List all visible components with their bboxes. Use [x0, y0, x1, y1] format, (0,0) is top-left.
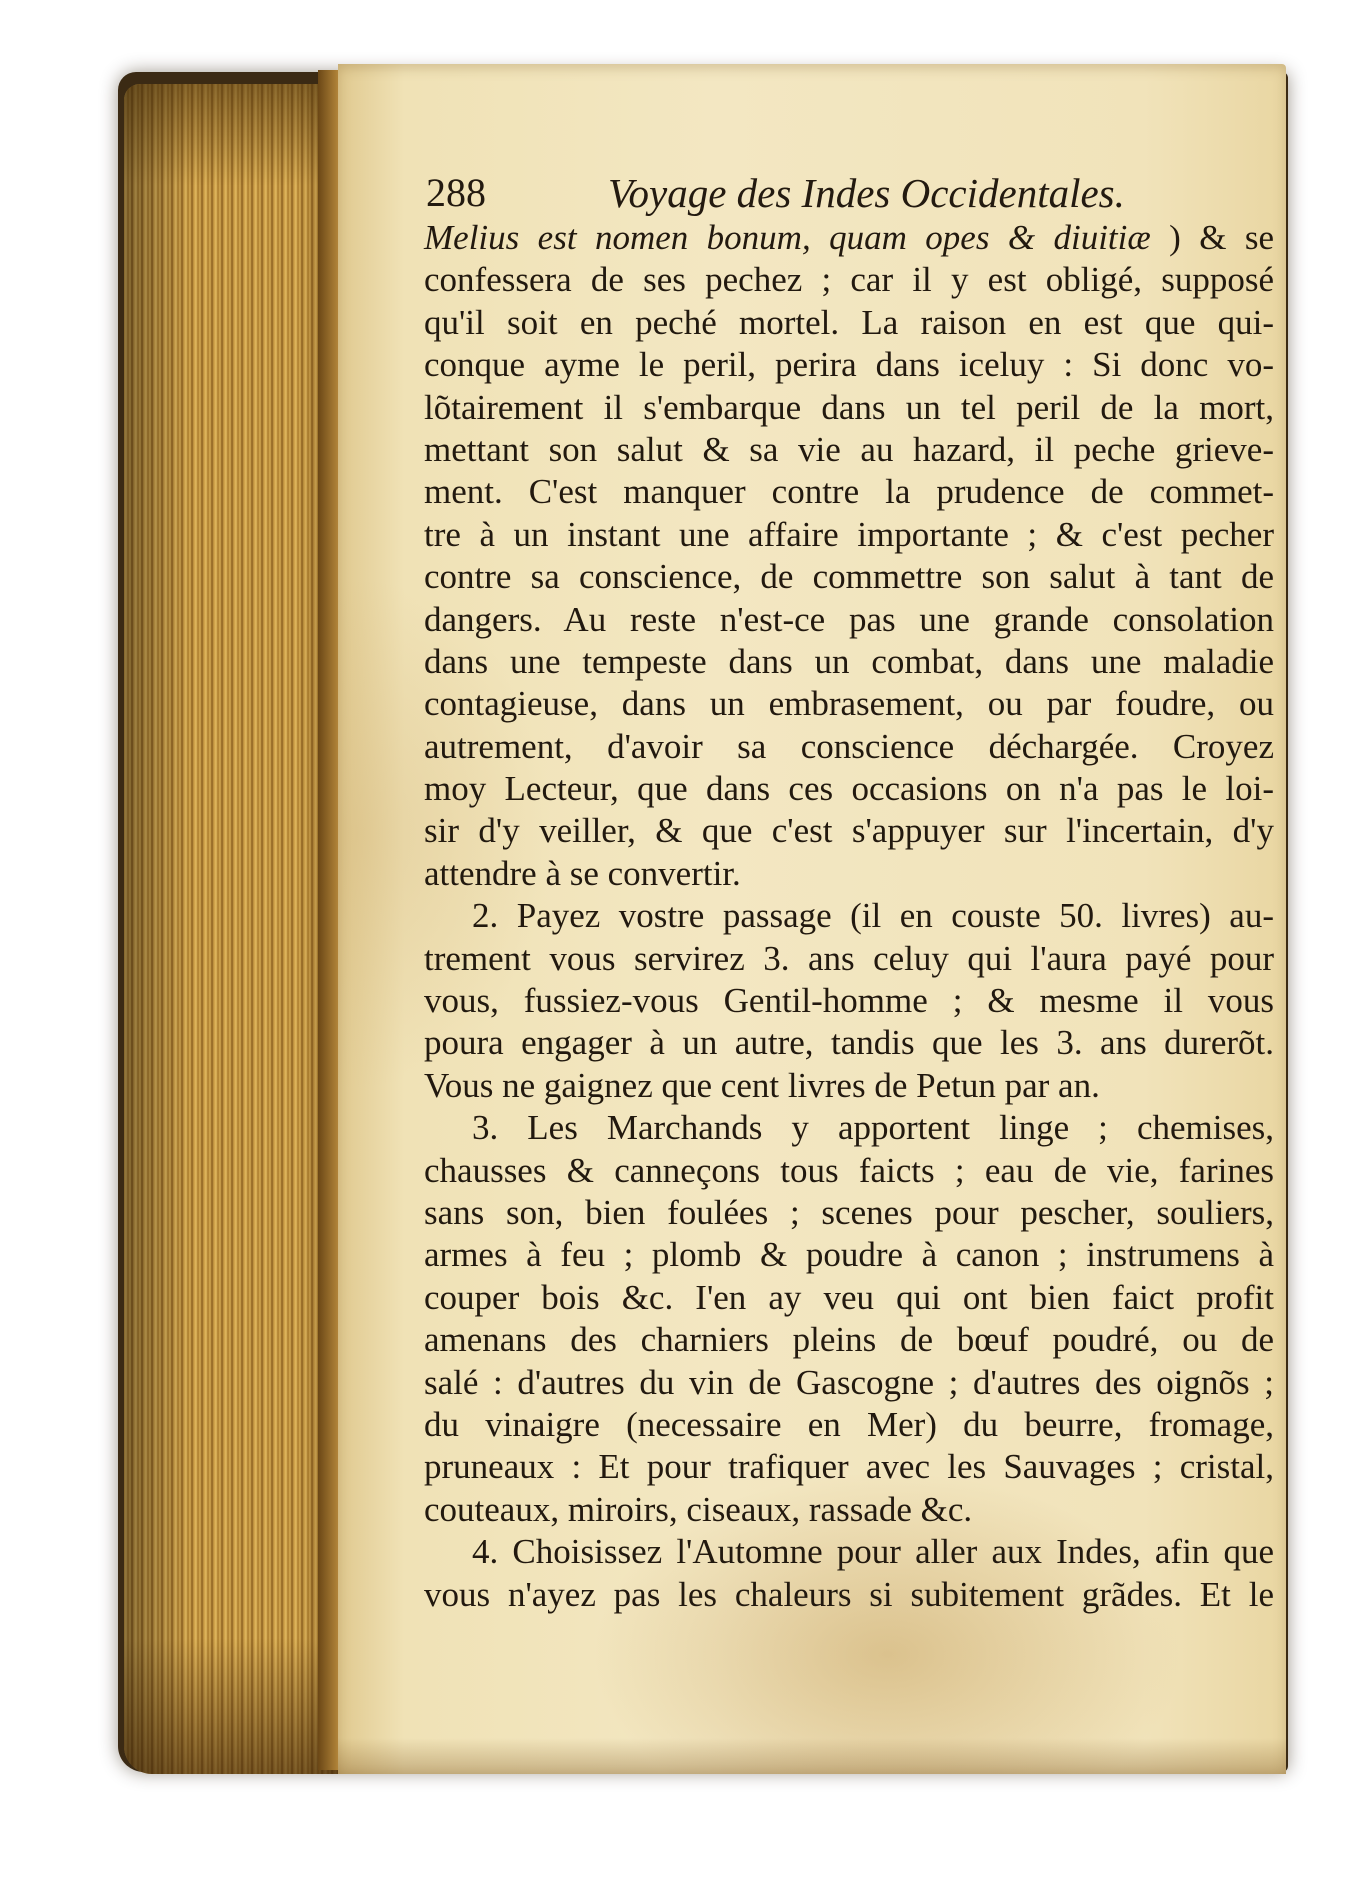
text-line: poura engager à un autre, tandis que les 3. ans durerõt. [424, 1023, 1274, 1063]
text-segment: ) & se [1169, 218, 1275, 257]
text-line: du vinaigre (necessaire en Mer) du beurre, fromage, [424, 1404, 1274, 1444]
text-line: qu'il soit en peché mortel. La raison en est que qui- [424, 302, 1274, 342]
text-line: sans son, bien foulées ; scenes pour pescher, souliers, [424, 1192, 1274, 1232]
text-line: dangers. Au reste n'est-ce pas une grande consolation [424, 599, 1274, 639]
text-line: autrement, d'avoir sa conscience déchargée. Croyez [424, 726, 1274, 766]
text-line: lõtairement il s'embarque dans un tel peril de la mort, [424, 387, 1274, 427]
text-line: couper bois &c. I'en ay veu qui ont bien faict profit [424, 1277, 1274, 1317]
page-bottom-shadow [338, 1738, 1286, 1774]
book-page [338, 64, 1286, 1774]
text-line: dans une tempeste dans un combat, dans une maladie [424, 641, 1274, 681]
running-title: Voyage des Indes Occidentales. [608, 170, 1125, 216]
text-line: pruneaux : Et pour trafiquer avec les Sauvages ; cristal, [424, 1447, 1274, 1487]
text-line: couteaux, miroirs, ciseaux, rassade &c. [424, 1489, 973, 1529]
text-line: trement vous servirez 3. ans celuy qui l'aura payé pour [424, 938, 1274, 978]
text-line [424, 217, 1274, 259]
text-line: sir d'y veiller, & que c'est s'appuyer sur l'incertain, d'y [424, 811, 1274, 851]
text-line: armes à feu ; plomb & poudre à canon ; instrumens à [424, 1235, 1274, 1275]
page-number: 288 [426, 170, 486, 215]
text-line: conque ayme le peril, perira dans iceluy : Si donc vo- [424, 345, 1274, 385]
text-line: chausses & canneçons tous faicts ; eau de vie, farines [424, 1150, 1274, 1190]
text-line: mettant son salut & sa vie au hazard, il peche grieve- [424, 429, 1274, 469]
body-text [424, 217, 1274, 1616]
latin-quote: Melius est nomen bonum, quam opes & diuitiæ [424, 218, 1151, 257]
text-line: ment. C'est manquer contre la prudence de commet- [424, 472, 1274, 512]
text-line: 3. Les Marchands y apportent linge ; chemises, [472, 1108, 1274, 1148]
text-line: confessera de ses pechez ; car il y est obligé, supposé [424, 260, 1274, 300]
text-line: 4. Choisissez l'Automne pour aller aux Indes, afin que [472, 1532, 1274, 1572]
text-line: amenans des charniers pleins de bœuf poudré, ou de [424, 1320, 1274, 1360]
text-line: contre sa conscience, de commettre son salut à tant de [424, 557, 1274, 597]
text-line: salé : d'autres du vin de Gascogne ; d'autres des oignõs ; [424, 1362, 1274, 1402]
text-line: Vous ne gaignez que cent livres de Petun par an. [424, 1065, 1100, 1105]
text-line: contagieuse, dans un embrasement, ou par foudre, ou [424, 684, 1274, 724]
text-line: vous n'ayez pas les chaleurs si subitement grãdes. Et le [424, 1574, 1274, 1614]
text-line: vous, fussiez-vous Gentil-homme ; & mesme il vous [424, 981, 1274, 1021]
text-line: tre à un instant une affaire importante ; & c'est pecher [424, 514, 1274, 554]
page-edges [124, 84, 344, 1774]
text-line: attendre à se convertir. [424, 853, 741, 893]
text-line: 2. Payez vostre passage (il en couste 50. livres) au- [472, 896, 1274, 936]
text-line: moy Lecteur, que dans ces occasions on n'a pas le loi- [424, 769, 1274, 809]
